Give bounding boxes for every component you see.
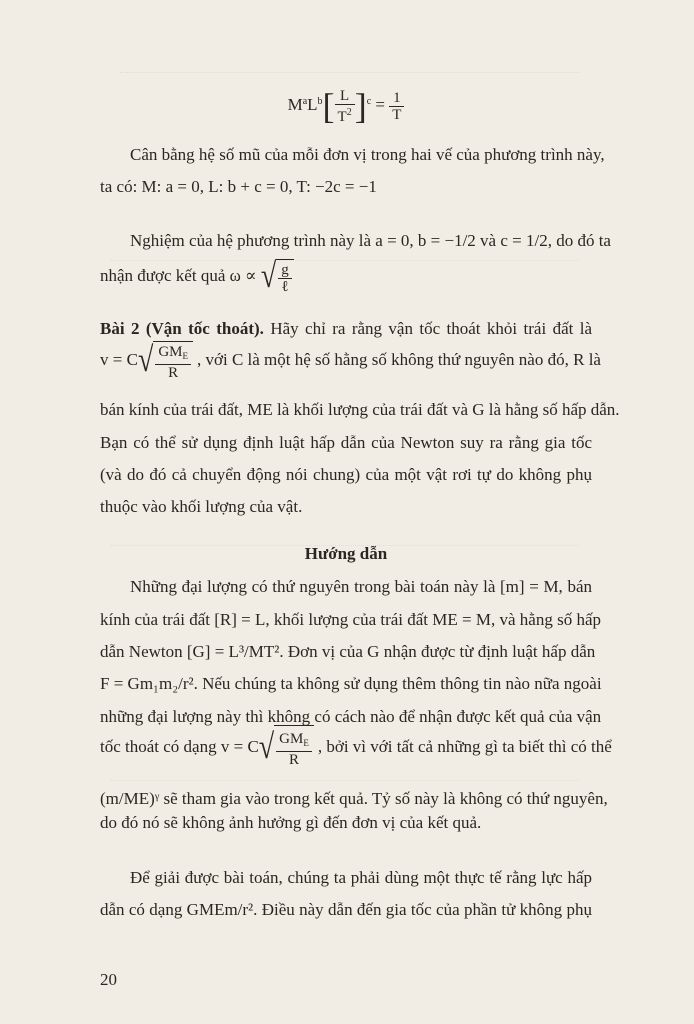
- square-root: [259, 724, 314, 772]
- text-span: , bởi vì với tất cả những gì ta biết thì có thể: [317, 737, 612, 756]
- text-line: Những đại lượng có thứ nguyên trong bài toán này là [m] = M, bán: [130, 577, 592, 596]
- fraction-numerator: g: [278, 262, 292, 279]
- fraction-denominator: R: [168, 365, 179, 382]
- fraction-numerator: [276, 731, 312, 752]
- radical-sign: √: [137, 341, 154, 381]
- right-bracket: ]: [354, 86, 367, 127]
- formula-velocity: [100, 724, 314, 770]
- text-line: F = Gm₁m₂/r². Nếu chúng ta không sử dụng thêm thông tin nào nữa ngoài: [100, 674, 602, 693]
- fraction-denominator: R: [289, 752, 300, 769]
- text-line: [100, 318, 592, 340]
- text-line: kính của trái đất [R] = L, khối lượng của trái đất ME = M, và hằng số hấp: [100, 610, 601, 629]
- formula-symbol: T: [337, 108, 347, 125]
- text-line: dẫn có dạng GMEm/r². Điều này dẫn đến gia tốc của phần tử không phụ: [100, 900, 592, 919]
- equals-sign: =: [375, 95, 385, 114]
- text-line: do đó nó sẽ không ảnh hưởng gì đến đơn vị của kết quả.: [100, 813, 482, 832]
- fraction-numerator: [155, 344, 191, 365]
- problem-title: Bài 2 (Vận tốc thoát).: [100, 319, 264, 338]
- text-line: (m/ME)ᵞ sẽ tham gia vào trong kết quả. Tỷ số này là không có thứ nguyên,: [100, 789, 608, 808]
- formula-subscript: E: [182, 351, 188, 362]
- formula-top: [100, 80, 592, 127]
- formula-symbol: L: [307, 95, 318, 114]
- formula-symbol: M: [287, 95, 303, 114]
- radical-sign: √: [258, 728, 275, 768]
- left-bracket: [: [322, 86, 335, 127]
- text-line: [100, 340, 601, 382]
- radicand: [276, 259, 294, 296]
- formula-fraction: [278, 262, 292, 295]
- square-root: [261, 258, 294, 296]
- formula-subscript: E: [303, 738, 309, 749]
- formula-fraction: [155, 344, 191, 381]
- fraction-numerator: L: [335, 88, 355, 105]
- text-line: những đại lượng này thì không có cách nào để nhận được kết quả của vận: [100, 707, 602, 726]
- text-line: Cân bằng hệ số mũ của mỗi đơn vị trong hai vế của phương trình này,: [130, 145, 605, 164]
- fraction-numerator: 1: [389, 90, 404, 107]
- formula-symbol: GM: [158, 344, 183, 361]
- section-heading: Hướng dẫn: [304, 544, 388, 563]
- text-line: Để giải được bài toán, chúng ta phải dùng một thực tế rằng lực hấp: [130, 868, 592, 887]
- text-line: bán kính của trái đất, ME là khối lượng của trái đất và G là hằng số hấp dẫn.: [100, 400, 620, 419]
- formula-velocity: [100, 340, 193, 380]
- formula-exponent: a: [302, 96, 308, 107]
- text-line: [100, 257, 592, 297]
- radicand: [153, 341, 193, 382]
- text-line: [100, 724, 612, 770]
- formula-fraction: [276, 731, 312, 768]
- text-line: Bạn có thể sử dụng định luật hấp dẫn của Newton suy ra rằng gia tốc: [100, 433, 592, 452]
- page-number: 20: [100, 970, 117, 989]
- fraction-denominator: T: [392, 106, 402, 123]
- formula-fraction: [389, 90, 404, 123]
- text-span: nhận được kết quả ω ∝: [100, 266, 257, 285]
- formula-symbol: GM: [279, 731, 304, 748]
- text-line: (và do đó cả chuyển động nói chung) của một vật rơi tự do không phụ: [100, 465, 592, 484]
- text-line: thuộc vào khối lượng của vật.: [100, 497, 303, 516]
- radicand: [274, 725, 314, 772]
- radical-sign: √: [260, 257, 277, 297]
- formula-exponent: c: [366, 96, 372, 107]
- text-span: v = C: [220, 737, 259, 756]
- formula-exponent: 2: [346, 106, 352, 118]
- text-span: v = C: [100, 350, 138, 369]
- text-span: tốc thoát có dạng: [100, 737, 217, 756]
- text-line: Nghiệm của hệ phương trình này là a = 0, b = −1/2 và c = 1/2, do đó ta: [130, 231, 611, 250]
- fraction-denominator: ℓ: [281, 279, 289, 296]
- fraction-denominator: [335, 105, 355, 125]
- formula-fraction: [335, 88, 355, 125]
- square-root: [138, 340, 193, 382]
- formula-exponent: b: [317, 96, 323, 107]
- text-line: ta có: M: a = 0, L: b + c = 0, T: −2c = −1: [100, 177, 377, 196]
- text-line: dẫn Newton [G] = L³/MT². Đơn vị của G nhận được từ định luật hấp dẫn: [100, 642, 596, 661]
- text-span: , với C là một hệ số hằng số không thứ nguyên nào đó, R là: [196, 350, 601, 369]
- text-span: Hãy chỉ ra rằng vận tốc thoát khỏi trái đất là: [270, 319, 593, 338]
